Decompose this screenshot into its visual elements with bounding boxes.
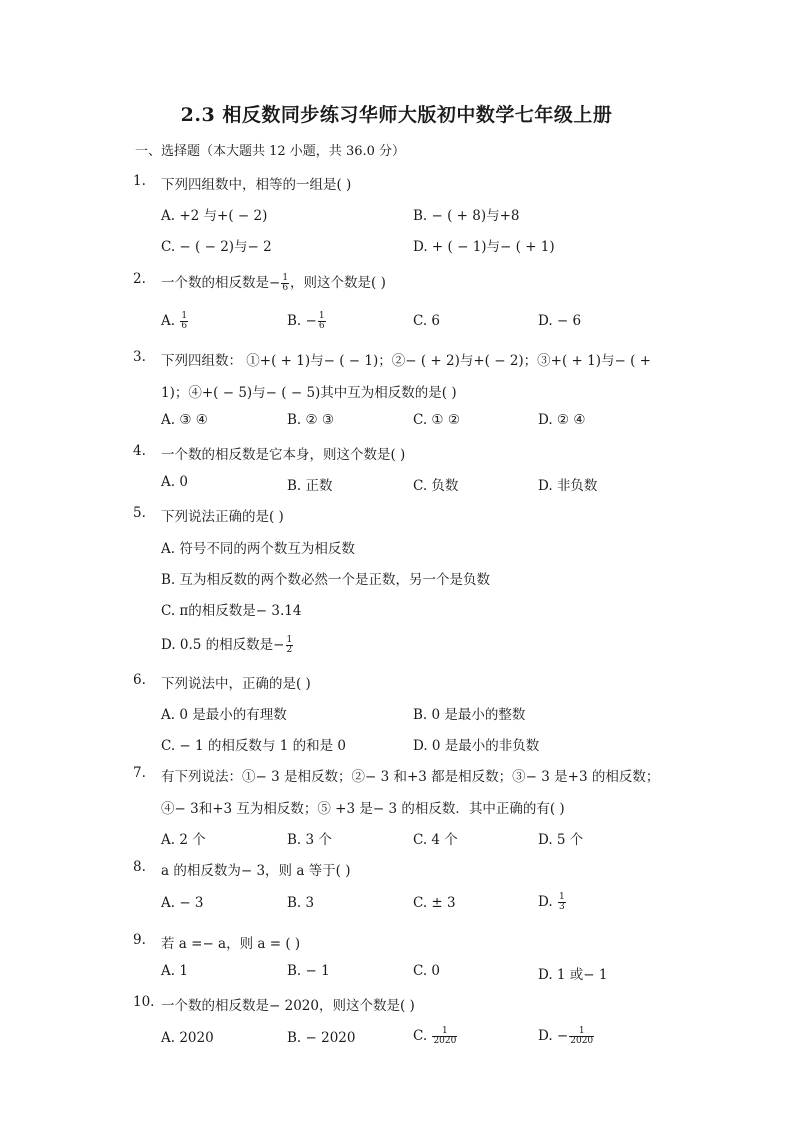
option-c: C. π的相反数是− 3.14	[161, 603, 302, 619]
question-stem: 有下列说法：①− 3 是相反数；②− 3 和+3 都是相反数；③− 3 是+3 的相反数；	[161, 769, 660, 785]
question-number: 9.	[133, 932, 146, 948]
option-c: C. 6	[413, 313, 441, 329]
option-c: C. ① ②	[413, 412, 460, 428]
option-d	[538, 893, 567, 912]
option-c: C. 0	[413, 963, 441, 979]
option-d: D. ② ④	[538, 412, 586, 428]
option-c: C. 4 个	[413, 832, 458, 848]
option-b: B. 正数	[287, 478, 333, 494]
numerator: 1	[558, 892, 565, 902]
question-number: 3.	[133, 349, 146, 365]
question-stem: a 的相反数为− 3，则 a 等于( )	[161, 863, 351, 879]
fraction	[318, 312, 326, 331]
option-b	[287, 312, 327, 331]
denominator: 3	[558, 902, 565, 912]
question-stem: 下列说法正确的是( )	[161, 509, 284, 525]
question-number: 4.	[133, 443, 146, 459]
option-label: D. 0.5 的相反数是−	[161, 637, 285, 653]
option-b: B. ② ③	[287, 412, 334, 428]
question-stem: 下列四组数： ①+( + 1)与− ( − 1)；②− ( + 2)与+( − 2)；③+( + 1)与− ( +	[161, 353, 651, 369]
fraction	[180, 312, 188, 331]
denominator: 2020	[433, 1036, 457, 1046]
stem-text: ，则这个数是( )	[290, 275, 386, 291]
question-stem-continued: ④− 3和+3 互为相反数；⑤ +3 是− 3 的相反数．其中正确的有( )	[161, 801, 565, 817]
denominator: 6	[181, 321, 188, 331]
option-a: A. 1	[161, 963, 188, 979]
option-b: B. 互为相反数的两个数必然一个是正数，另一个是负数	[161, 572, 491, 588]
fraction	[569, 1027, 594, 1046]
question-stem: 一个数的相反数是− 2020，则这个数是( )	[161, 998, 415, 1014]
numerator: 1	[318, 311, 325, 321]
option-a: A. 2 个	[161, 832, 206, 848]
denominator: 2020	[570, 1036, 594, 1046]
option-d	[538, 1027, 595, 1046]
fraction	[432, 1027, 457, 1046]
option-b: B. 0 是最小的整数	[413, 707, 526, 723]
question-number: 8.	[133, 859, 146, 875]
option-a	[161, 312, 189, 331]
option-d: D. 非负数	[538, 478, 598, 494]
question-stem-continued: 1)；④+( − 5)与− ( − 5)其中互为相反数的是( )	[161, 385, 457, 401]
option-d: D. + ( − 1)与− ( + 1)	[413, 239, 555, 255]
option-d: D. − 6	[538, 313, 582, 329]
stem-text: 一个数的相反数是−	[161, 275, 281, 291]
option-label: B. −	[287, 313, 317, 329]
numerator: 1	[181, 311, 188, 321]
question-stem: 一个数的相反数是它本身，则这个数是( )	[161, 447, 406, 463]
denominator: 6	[282, 283, 289, 293]
denominator: 6	[318, 321, 325, 331]
numerator: 1	[286, 635, 293, 645]
option-label: D. −	[538, 1028, 569, 1044]
numerator: 1	[432, 1027, 457, 1037]
option-c: C. 负数	[413, 478, 459, 494]
option-label: A.	[161, 313, 180, 329]
page-title: 2.3 相反数同步练习华师大版初中数学七年级上册	[180, 104, 613, 126]
question-stem: 下列说法中，正确的是( )	[161, 676, 311, 692]
denominator: 2	[286, 645, 293, 655]
option-d	[161, 633, 294, 655]
question-number: 6.	[133, 672, 146, 688]
option-b: B. 3	[287, 895, 315, 911]
option-a: A. − 3	[161, 895, 204, 911]
section-heading: 一、选择题（本大题共 12 小题，共 36.0 分）	[135, 144, 406, 159]
question-stem	[161, 271, 386, 293]
option-a: A. 0	[161, 474, 188, 490]
option-c	[413, 1027, 458, 1046]
option-a: A. 0 是最小的有理数	[161, 707, 287, 723]
numerator: 1	[282, 273, 289, 283]
option-d: D. 0 是最小的非负数	[413, 738, 540, 754]
question-number: 5.	[133, 505, 146, 521]
option-d: D. 5 个	[538, 832, 584, 848]
option-d: D. 1 或− 1	[538, 967, 608, 983]
numerator: 1	[569, 1027, 594, 1037]
option-c: C. − ( − 2)与− 2	[161, 239, 272, 255]
option-b: B. − ( + 8)与+8	[413, 208, 520, 224]
question-number: 2.	[133, 271, 146, 287]
question-number: 10.	[133, 994, 155, 1010]
fraction	[281, 274, 289, 293]
question-number: 7.	[133, 765, 146, 781]
option-a: A. 符号不同的两个数互为相反数	[161, 541, 355, 557]
option-label: C.	[413, 1028, 432, 1044]
option-c: C. ± 3	[413, 895, 456, 911]
fraction	[558, 893, 566, 912]
question-stem: 下列四组数中，相等的一组是( )	[161, 177, 352, 193]
option-a: A. ③ ④	[161, 412, 208, 428]
option-a: A. +2 与+( − 2)	[161, 208, 268, 224]
option-b: B. − 2020	[287, 1030, 356, 1046]
option-c: C. − 1 的相反数与 1 的和是 0	[161, 738, 346, 754]
question-stem: 若 a =− a，则 a = ( )	[161, 936, 301, 952]
option-b: B. 3 个	[287, 832, 332, 848]
question-number: 1.	[133, 173, 146, 189]
fraction	[286, 636, 294, 655]
option-a: A. 2020	[161, 1030, 214, 1046]
option-label: D.	[538, 894, 557, 910]
option-b: B. − 1	[287, 963, 330, 979]
